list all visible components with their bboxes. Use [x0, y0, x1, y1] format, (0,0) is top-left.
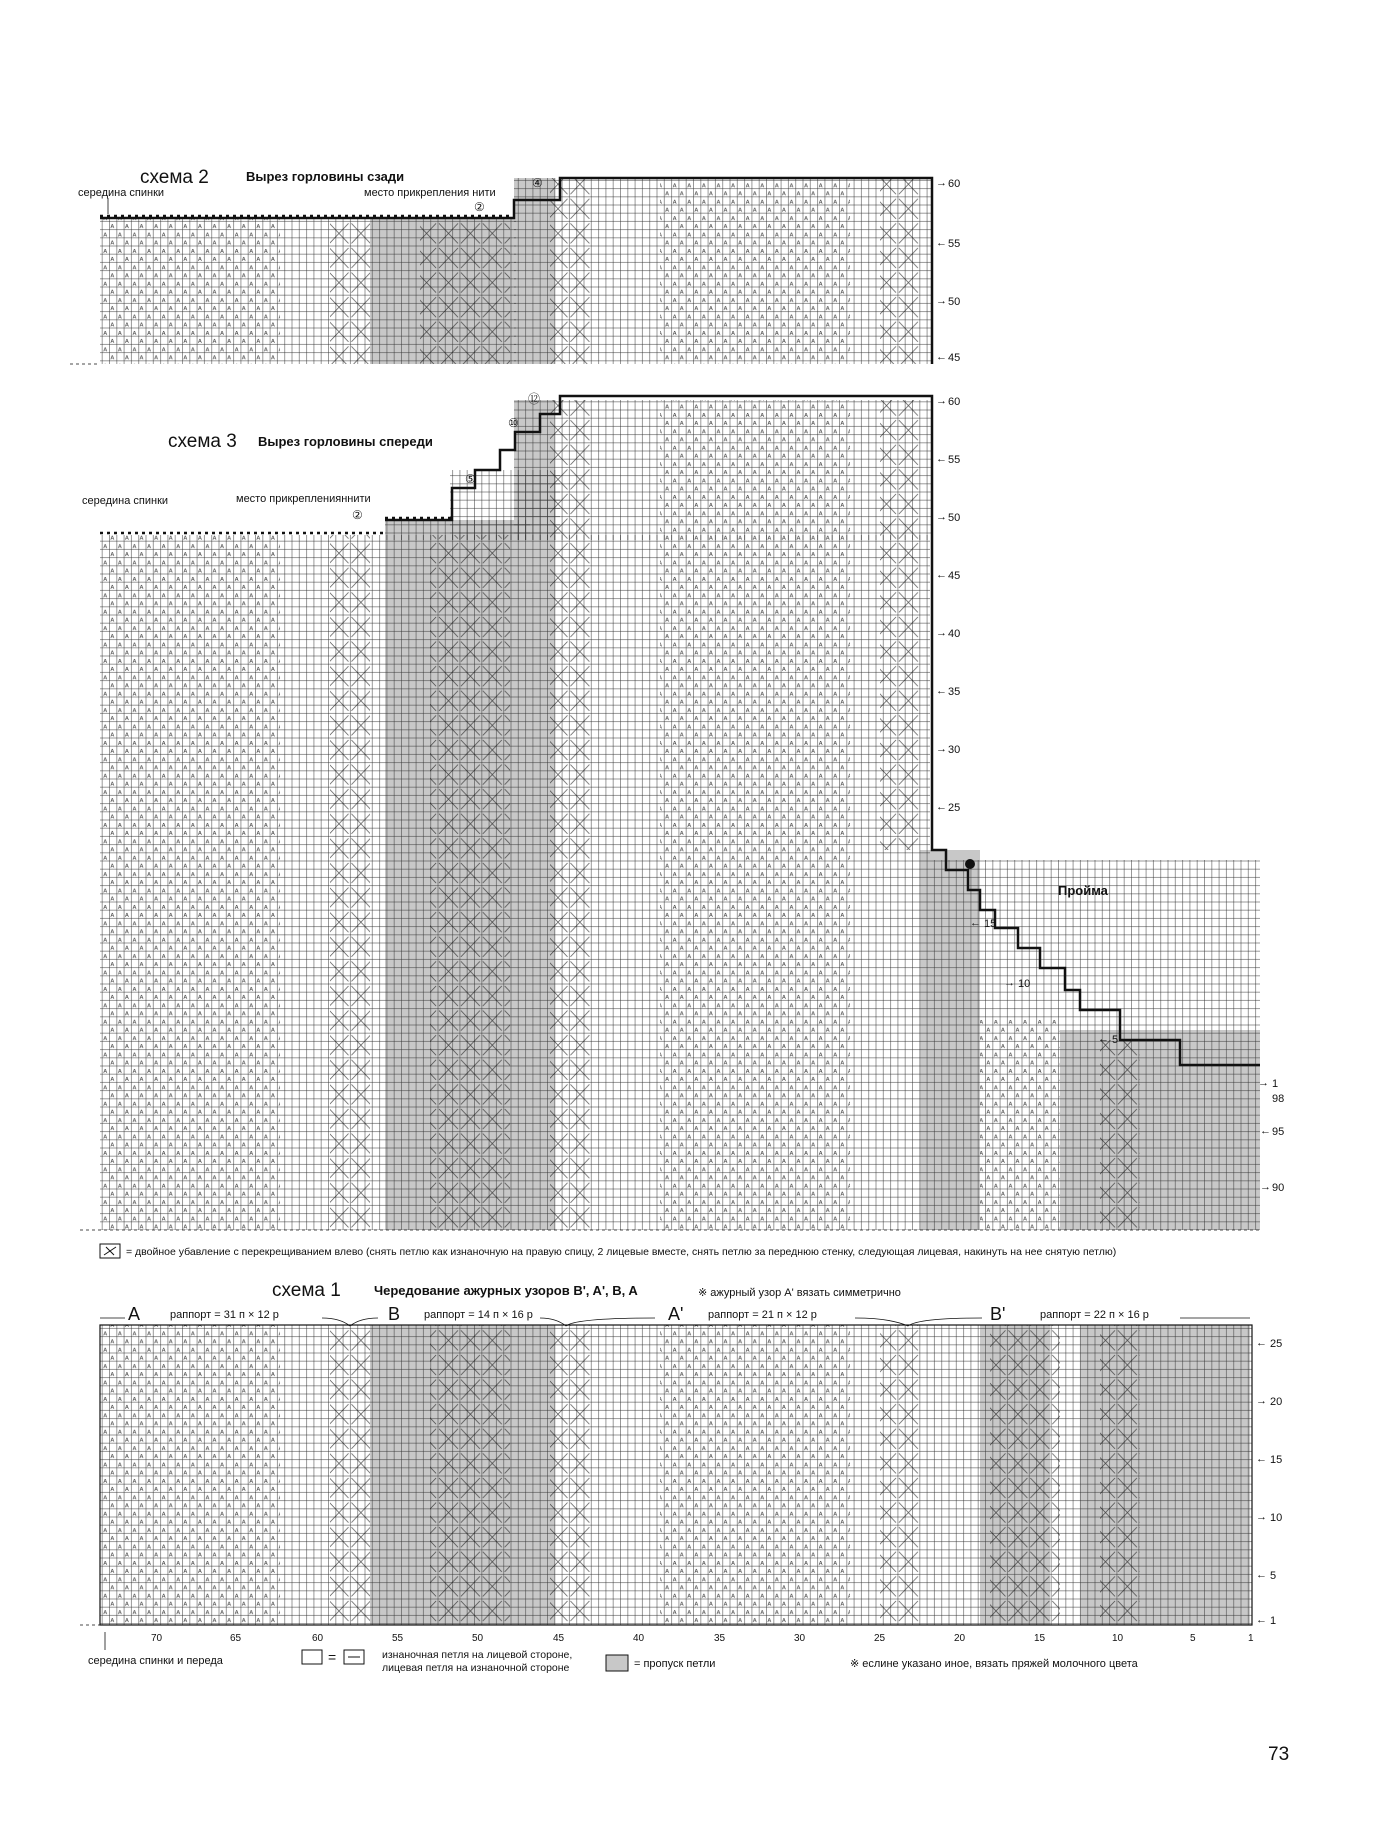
row-marker: 55 — [948, 454, 961, 466]
schema-2-title: схема 2 — [140, 167, 209, 188]
stitch-number: 70 — [151, 1633, 163, 1644]
row-marker: 55 — [948, 238, 961, 250]
row-marker: 45 — [948, 352, 961, 364]
stitch-number: 25 — [874, 1633, 886, 1644]
row-marker: → — [936, 511, 947, 523]
schema-3-bottom-row-markers — [1260, 1093, 1284, 1194]
stitch-number: 35 — [714, 1633, 726, 1644]
schema-2-step-marker: ② — [474, 200, 485, 214]
row-marker: → — [1256, 1511, 1267, 1523]
schema-3-step-marker: ⑤ — [465, 472, 476, 486]
schema-2-subtitle: Вырез горловины сзади — [246, 169, 405, 184]
row-marker: 15 — [984, 918, 997, 930]
schema-3-step-marker: ⑩ — [508, 416, 519, 430]
row-marker: 1 — [1270, 1615, 1277, 1627]
row-marker: ← — [1256, 1453, 1267, 1465]
pattern-letter: A' — [668, 1304, 684, 1324]
row-marker: 40 — [948, 628, 961, 640]
row-marker: 15 — [1270, 1454, 1283, 1466]
stitch-number: 10 — [1112, 1633, 1124, 1644]
skip-legend: = пропуск петли — [634, 1658, 716, 1670]
row-marker: ← — [970, 917, 981, 929]
footer-legend — [88, 1632, 1139, 1674]
row-marker: ← — [936, 237, 947, 249]
row-marker: ← — [1256, 1614, 1267, 1626]
decrease-legend — [100, 1244, 1116, 1258]
stitch-number: 45 — [553, 1633, 565, 1644]
row-marker: 30 — [948, 744, 961, 756]
yarn-note: ※ еслине указано иное, вязать пряжей молочного цвета — [850, 1658, 1138, 1670]
schema-3-left-label: середина спинки — [82, 495, 169, 507]
schema-1-note: ※ ажурный узор A' вязать симметрично — [698, 1287, 901, 1299]
row-marker: 1 — [1272, 1078, 1279, 1090]
purl-legend-line1: изнаночная петля на лицевой стороне, — [382, 1649, 573, 1661]
armhole-start-dot — [965, 859, 975, 869]
row-marker: 60 — [948, 396, 961, 408]
row-marker: 35 — [948, 686, 961, 698]
armhole-label: Пройма — [1058, 883, 1108, 898]
row-marker: ← — [1256, 1337, 1267, 1349]
row-marker: 5 — [1270, 1570, 1277, 1582]
pattern-repeat: раппорт = 21 п × 12 р — [708, 1309, 817, 1321]
row-marker: ← — [936, 801, 947, 813]
purl-legend-line2: лицевая петля на изнаночной стороне — [382, 1662, 570, 1674]
pattern-repeat: раппорт = 14 п × 16 р — [424, 1309, 533, 1321]
pattern-repeat: раппорт = 31 п × 12 р — [170, 1309, 279, 1321]
row-marker: 25 — [948, 802, 961, 814]
row-marker: 45 — [948, 570, 961, 582]
skip-symbol-icon — [606, 1655, 628, 1671]
row-marker: ← — [936, 351, 947, 363]
stitch-number: 30 — [794, 1633, 806, 1644]
stitch-number: 40 — [633, 1633, 645, 1644]
row-marker: 20 — [1270, 1396, 1283, 1408]
row-marker: ← — [936, 453, 947, 465]
row-marker: → — [936, 743, 947, 755]
schema-2-step-marker: ④ — [532, 176, 543, 190]
row-marker: ← — [1260, 1125, 1271, 1137]
pattern-letter: B' — [990, 1304, 1006, 1324]
row-marker: 60 — [948, 178, 961, 190]
schema-3-step-marker: ⑫ — [528, 392, 541, 406]
row-marker: 10 — [1270, 1512, 1283, 1524]
row-marker: → — [1260, 1181, 1271, 1193]
row-marker: ← — [936, 685, 947, 697]
row-marker: 50 — [948, 512, 961, 524]
row-marker: 10 — [1018, 978, 1031, 990]
schema-2-row-markers — [936, 177, 960, 364]
row-marker: → — [1004, 977, 1015, 989]
row-marker: 95 — [1272, 1126, 1285, 1138]
schema-3-title: схема 3 — [168, 431, 237, 452]
row-marker: 90 — [1272, 1182, 1285, 1194]
schema-2 — [70, 167, 960, 364]
row-marker: → — [936, 395, 947, 407]
schema-1-subtitle: Чередование ажурных узоров B', A', B, A — [374, 1283, 638, 1298]
row-marker: 25 — [1270, 1338, 1283, 1350]
row-marker: ← — [1098, 1033, 1109, 1045]
row-marker: 5 — [1112, 1034, 1119, 1046]
row-marker: → — [1256, 1395, 1267, 1407]
row-marker: → — [936, 295, 947, 307]
pattern-letter: A — [128, 1304, 141, 1324]
stitch-number: 1 — [1248, 1633, 1254, 1644]
stitch-number: 65 — [230, 1633, 242, 1644]
schema-2-attach-label: место прикрепления нити — [364, 187, 496, 199]
schema-3-row-markers — [936, 395, 960, 814]
stitch-number: 20 — [954, 1633, 966, 1644]
schema-3-subtitle: Вырез горловины спереди — [258, 434, 433, 449]
equals-sign: = — [328, 1649, 337, 1665]
schema-3-attach-label: место прикрепленияннити — [236, 493, 371, 505]
schema-3 — [80, 392, 1284, 1230]
schema-3-step-marker: ② — [352, 508, 363, 522]
footer-left-label: середина спинки и переда — [88, 1655, 223, 1667]
row-marker: 98 — [1272, 1093, 1285, 1105]
pattern-repeat: раппорт = 22 п × 16 р — [1040, 1309, 1149, 1321]
stitch-number: 5 — [1190, 1633, 1196, 1644]
pattern-letter: B — [388, 1304, 401, 1324]
stitch-number: 50 — [472, 1633, 484, 1644]
row-marker: ← — [1256, 1569, 1267, 1581]
row-marker: → — [1258, 1077, 1269, 1089]
schema-1 — [80, 1280, 1282, 1644]
row-marker: → — [936, 177, 947, 189]
stitch-number: 60 — [312, 1633, 324, 1644]
decrease-legend-text: = двойное убавление с перекрещиванием влево (снять петлю как изнаночную на правую спицу, 2 лицевые вместе, снять петлю за переднюю стенку, следующая лицевая, накинуть на нее снятую петлю) — [126, 1246, 1117, 1258]
schema-1-title: схема 1 — [272, 1280, 341, 1301]
schema-2-left-label: середина спинки — [78, 187, 165, 199]
purl-symbol-icon — [302, 1650, 322, 1664]
page-number: 73 — [1268, 1744, 1290, 1765]
row-marker: ← — [936, 569, 947, 581]
row-marker: 50 — [948, 296, 961, 308]
schema-1-row-markers — [1256, 1337, 1282, 1627]
stitch-number: 15 — [1034, 1633, 1046, 1644]
row-marker: → — [936, 627, 947, 639]
stitch-number: 55 — [392, 1633, 404, 1644]
stitch-number-axis — [151, 1633, 1254, 1644]
